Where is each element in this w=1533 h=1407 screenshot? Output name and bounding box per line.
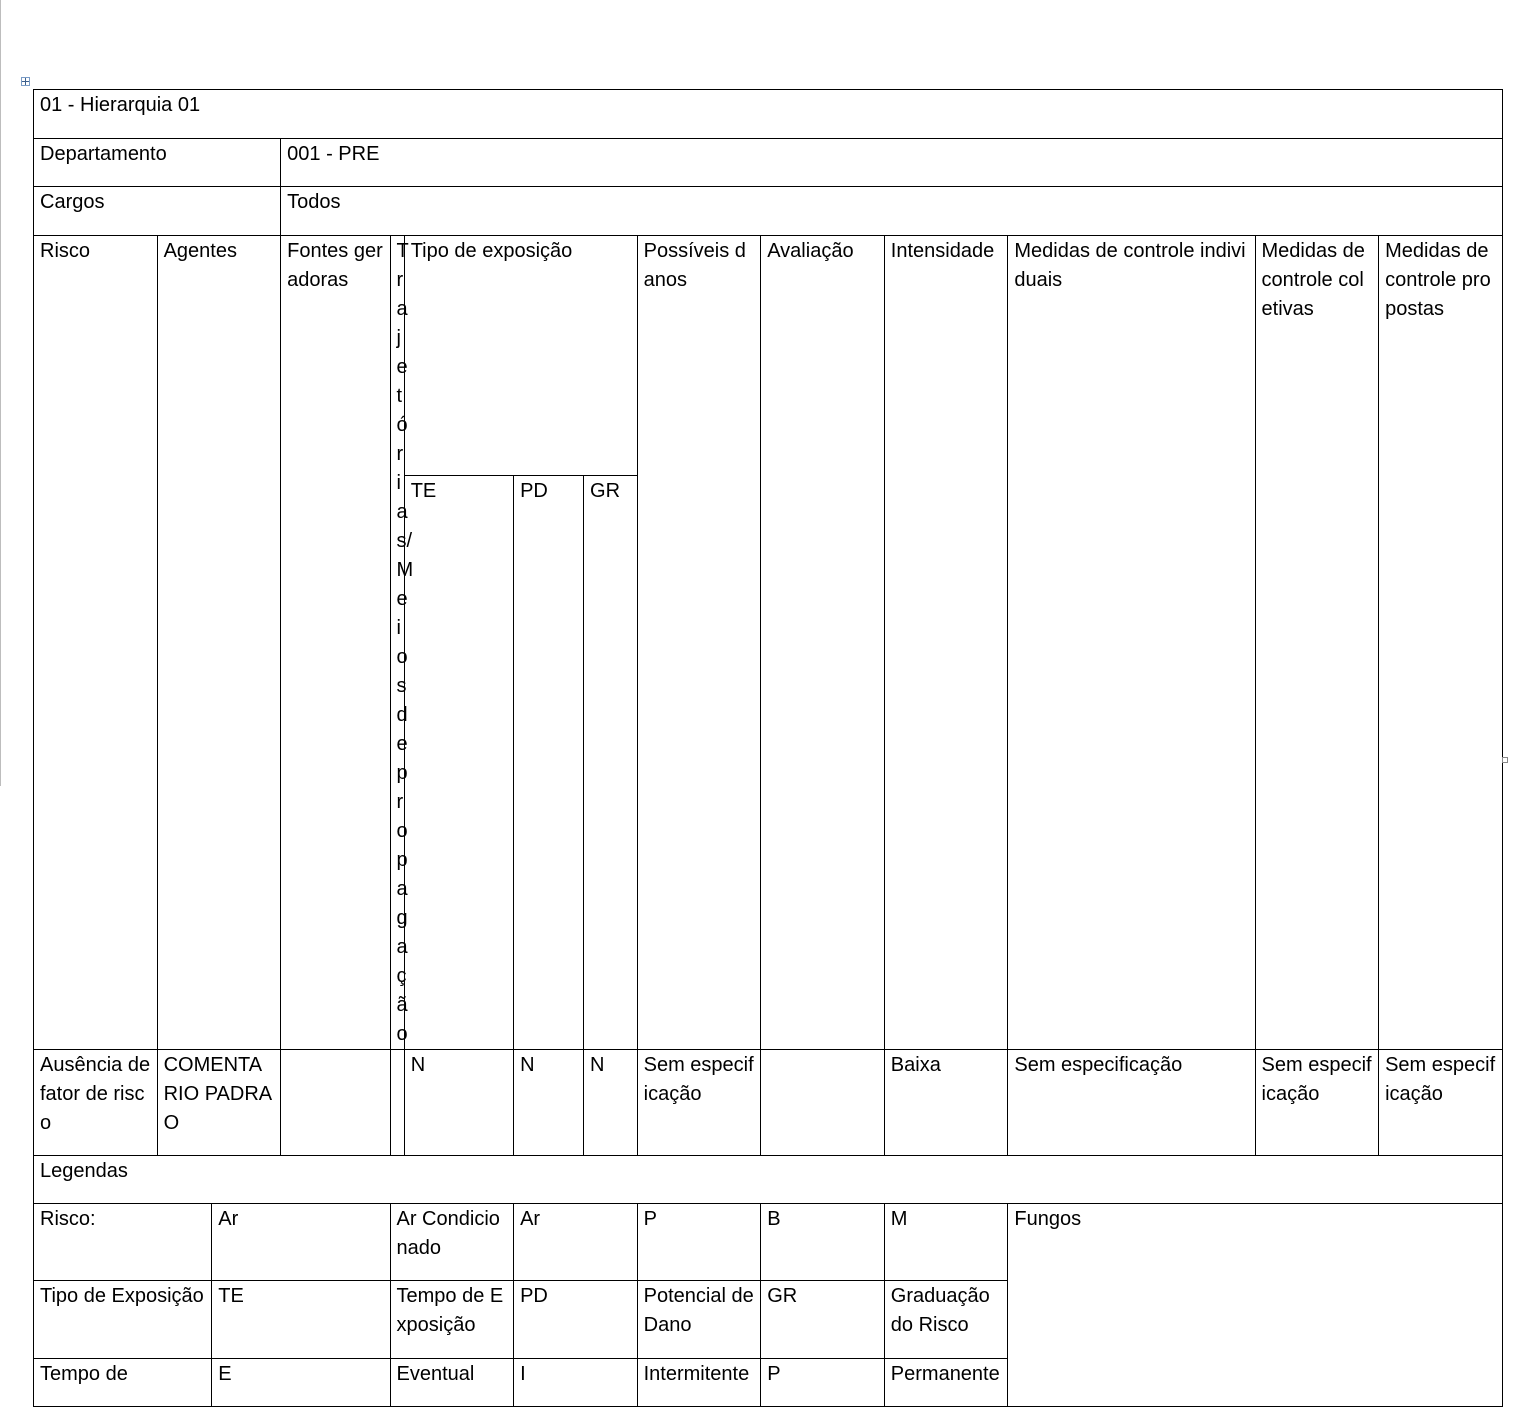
department-value: 001 - PRE: [287, 143, 380, 165]
legend-title-cell: [34, 1156, 1503, 1204]
page-left-edge: [0, 0, 1, 786]
row-med-propostas-text: Sem especificação: [1385, 1054, 1496, 1105]
legend-time-label-cell: [34, 1359, 212, 1407]
legend-e-full: Eventual: [396, 1363, 475, 1385]
legend-risk-b-cell: [761, 1204, 885, 1281]
row-agentes-text: COMENTARIO PADRAO: [163, 1054, 273, 1134]
legend-te-abbr-cell: [212, 1281, 390, 1359]
row-avaliacao-text: [767, 1050, 878, 1051]
legend-gr-full-cell: [884, 1281, 1008, 1359]
row-agentes: [157, 1050, 281, 1156]
legend-i-full-cell: [637, 1359, 761, 1407]
row-risco-text: Ausência de fator de risco: [40, 1054, 151, 1134]
legend-risk-p-cell: [637, 1204, 761, 1281]
col-header-te: [404, 475, 513, 1049]
positions-label: Cargos: [40, 191, 105, 213]
col-header-avaliacao-text: Avaliação: [767, 240, 854, 262]
row-avaliacao: [761, 1050, 885, 1156]
legend-risk-ar-condicionado: Ar Condicionado: [396, 1208, 500, 1259]
legend-risk-ar-cond-cell: [390, 1204, 514, 1281]
col-header-te-text: TE: [410, 479, 437, 502]
hierarchy-cell: [34, 90, 1503, 139]
legend-risk-ar2-cell: [514, 1204, 638, 1281]
legend-p-full: Permanente: [890, 1363, 1000, 1385]
risk-table: [33, 89, 1503, 1407]
col-header-tipo-exposicao-text: Tipo de exposição: [410, 240, 573, 262]
row-med-coletivas-text: Sem especificação: [1261, 1054, 1372, 1105]
row-gr-text: N: [590, 1054, 605, 1076]
legend-e-abbr: E: [218, 1363, 232, 1385]
legend-gr-abbr: GR: [767, 1285, 798, 1307]
row-pd: [514, 1050, 584, 1156]
col-header-med-propostas: [1379, 236, 1503, 1050]
col-header-intensidade-text: Intensidade: [890, 240, 995, 262]
legend-te-full: Tempo de Exposição: [396, 1285, 504, 1336]
table-move-handle-icon[interactable]: [21, 77, 30, 86]
legend-i-abbr: I: [520, 1363, 526, 1385]
col-header-agentes: [157, 236, 281, 1050]
col-header-med-individuais-text: Medidas de controle individuais: [1014, 240, 1246, 291]
legend-risk-p: P: [643, 1208, 657, 1230]
legend-risk-ar2: Ar: [520, 1208, 541, 1230]
col-header-danos: [637, 236, 761, 1050]
row-danos-text: Sem especificação: [643, 1054, 754, 1105]
legend-i-abbr-cell: [514, 1359, 638, 1407]
col-header-agentes-text: Agentes: [163, 240, 237, 262]
col-header-med-propostas-text: Medidas de controle propostas: [1385, 240, 1491, 320]
col-header-trajetoria: [390, 236, 414, 1050]
legend-pd-full-cell: [637, 1281, 761, 1359]
row-danos: [637, 1050, 761, 1156]
legend-title: Legendas: [40, 1160, 128, 1182]
legend-risk-fungos: Fungos: [1014, 1208, 1082, 1230]
legend-risk-ar: Ar: [218, 1208, 239, 1230]
col-header-gr-text: GR: [590, 479, 621, 502]
row-te-text: N: [410, 1054, 426, 1076]
positions-value-cell: [281, 187, 1503, 236]
col-header-intensidade: [884, 236, 1008, 1050]
row-pd-text: N: [520, 1054, 535, 1076]
row-te: [404, 1050, 513, 1156]
legend-e-abbr-cell: [212, 1359, 390, 1407]
row-intensidade-text: Baixa: [890, 1054, 941, 1076]
col-header-med-coletivas: [1255, 236, 1379, 1050]
table-row: [34, 1050, 1503, 1156]
legend-risk-label: Risco:: [40, 1208, 96, 1230]
department-value-cell: [281, 139, 1503, 187]
legend-p-abbr: P: [767, 1363, 781, 1385]
legend-row: [34, 1204, 1503, 1281]
col-header-pd: [514, 475, 584, 1049]
legend-pd-abbr-cell: [514, 1281, 638, 1359]
row-fontes: [281, 1050, 390, 1156]
row-trajetoria-text: [397, 1050, 398, 1051]
col-header-risco-text: Risco: [40, 240, 91, 262]
legend-risk-label-cell: [34, 1204, 212, 1281]
col-header-avaliacao: [761, 236, 885, 1050]
row-trajetoria: [390, 1050, 404, 1156]
legend-risk-m-cell: [884, 1204, 1008, 1281]
row-med-propostas: [1379, 1050, 1503, 1156]
legend-te-full-cell: [390, 1281, 514, 1359]
col-header-med-individuais: [1008, 236, 1255, 1050]
legend-pd-abbr: PD: [520, 1285, 548, 1307]
col-header-danos-text: Possíveis danos: [643, 240, 746, 291]
legend-gr-abbr-cell: [761, 1281, 885, 1359]
legend-gr-full: Graduação do Risco: [890, 1285, 990, 1336]
legend-risk-fungos-cell: [1008, 1204, 1503, 1407]
row-risco: [34, 1050, 158, 1156]
positions-label-cell: [34, 187, 281, 236]
legend-pd-full: Potencial de Dano: [643, 1285, 754, 1336]
legend-risk-b: B: [767, 1208, 781, 1230]
col-header-fontes-text: Fontes geradoras: [287, 240, 383, 291]
col-header-tipo-exposicao: [404, 236, 637, 476]
col-header-gr: [584, 475, 638, 1049]
department-label: Departamento: [40, 143, 167, 165]
positions-value: Todos: [287, 191, 341, 213]
legend-exposure-label-cell: [34, 1281, 212, 1359]
row-med-individuais-text: Sem especificação: [1014, 1054, 1183, 1076]
legend-te-abbr: TE: [218, 1285, 244, 1307]
col-header-trajetoria-text: Trajetória s/Meios de propagação: [396, 240, 414, 1045]
legend-risk-m: M: [890, 1208, 908, 1230]
legend-i-full: Intermitente: [643, 1363, 750, 1385]
hierarchy-title: 01 - Hierarquia 01: [40, 94, 201, 116]
col-header-fontes: [281, 236, 390, 1050]
legend-e-full-cell: [390, 1359, 514, 1407]
legend-p-abbr-cell: [761, 1359, 885, 1407]
legend-time-label: Tempo de: [40, 1363, 128, 1385]
row-fontes-text: [287, 1050, 383, 1051]
legend-risk-ar-cell: [212, 1204, 390, 1281]
department-label-cell: [34, 139, 281, 187]
row-gr: [584, 1050, 638, 1156]
col-header-pd-text: PD: [520, 479, 548, 502]
legend-exposure-type-label: Tipo de Exposição: [40, 1285, 204, 1307]
row-med-coletivas: [1255, 1050, 1379, 1156]
legend-p-full-cell: [884, 1359, 1008, 1407]
row-intensidade: [884, 1050, 1008, 1156]
row-med-individuais: [1008, 1050, 1255, 1156]
col-header-risco: [34, 236, 158, 1050]
table-resize-handle-icon[interactable]: [1502, 757, 1508, 763]
col-header-med-coletivas-text: Medidas de controle coletivas: [1261, 240, 1365, 320]
